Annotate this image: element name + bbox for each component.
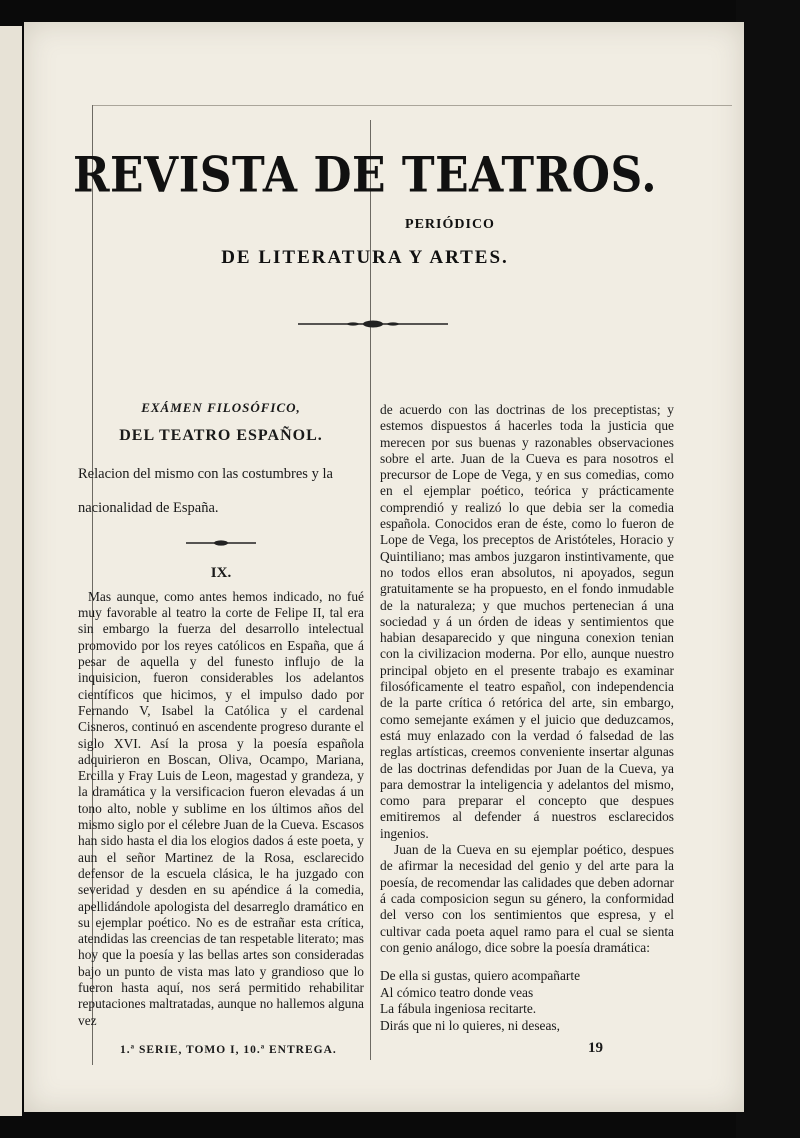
verse-line: Dirás que ni lo quieres, ni deseas, — [380, 1017, 560, 1033]
page-number: 19 — [588, 1040, 603, 1056]
masthead-periodico: PERIÓDICO — [405, 217, 495, 232]
article-subheading: Relacion del mismo con las costumbres y la nacionalidad de España. — [78, 465, 333, 516]
right-column — [380, 402, 674, 1034]
ornament-divider-icon — [298, 318, 448, 330]
series-label: EXÁMEN FILOSÓFICO, — [141, 400, 301, 415]
article-heading: DEL TEATRO ESPAÑOL. — [119, 427, 323, 445]
body-paragraph: Mas aunque, como antes hemos indicado, no fué muy favorable al teatro la corte de Felipe II, tal era sin embargo la fuerza del desarrollo intelectual promovido por los reyes católicos en España, que á pesar de aquella y del funesto influjo de la inquisicion, fueron considerables los adelantos científicos que hicimos, y el impulso dado por Fernando V, Isabel la Católica y el cardenal Cisneros, continuó en ascendente progreso durante el siglo XVI. Así la prosa y la poesía española adquirieron en Boscan, Oliva, Ocampo, Mariana, Ercilla y Fray Luis de Leon, magestad y grandeza, y la dramática y la versificacion fueron elevadas á un tono alto, noble y sublime en los últimos años del mismo siglo por el célebre Juan de la Cueva. Escasos han sido hasta el dia los elogios dados á este poeta, y aun el señor Martinez de la Rosa, esclarecido defensor de la escuela clásica, le ha juzgado con severidad y desden en su apéndice á la comedia, apellidándole apologista del desarreglo dramático en su ejemplar poético. No es de estrañar esta crítica, atendidas las creencias de tan respetable literato; mas hoy que la poesía y las bellas artes son consideradas bajo un punto de vista mas lato y grandioso que lo fueron hasta aquí, nos será permitido rehabilitar reputaciones maltratadas, aunque no hallemos alguna vez — [78, 588, 364, 1028]
facing-page-edge — [0, 26, 22, 1116]
book-binding — [736, 0, 800, 1138]
verse-line: Al cómico teatro donde veas — [380, 984, 534, 1000]
small-ornament-icon — [186, 539, 256, 547]
verse-line: La fábula ingeniosa recitarte. — [380, 1001, 537, 1017]
masthead-subtitle: DE LITERATURA Y ARTES. — [221, 247, 509, 268]
verse-block — [380, 968, 674, 1034]
left-column — [78, 400, 364, 1029]
body-paragraph: Juan de la Cueva en su ejemplar poético, despues de afirmar la necesidad del genio y del arte para la poesía, de recomendar las calidades que deben adornar á cada composicion segun su género, la conformidad del verso con los sentimientos que espresa, y el cultivar cada poeta aquel ramo para el cual se sienta con genio análogo, dice sobre la poesía dramática: — [380, 842, 674, 955]
body-paragraph: de acuerdo con las doctrinas de los preceptistas; y estemos dispuestos á hacerles toda la justicia que merecen por sus buenas y razonables observaciones sobre el arte. Juan de la Cueva es para nosotros el precursor de Lope de Vega, y en sus comedias, como en el ejemplar poético, teórica y prácticamente comprendió y realizó lo que debia ser la comedia española. Conocidos eran de éste, como lo fueron de Lope de Vega, los preceptos de Aristóteles, Horacio y Quintiliano; mas ambos juzgaron instintivamente, que no todos ellos eran absolutos, ni apoyados, segun gratuitamente se ha propuesto, en el fondo inmudable de la naturaleza; y que muchos pertenecian á una sociedad y á un órden de ideas y sentimientos que habian desaparecido y que ninguna conexion tenian con la civilizacion moderna. Por ello, aunque nuestro principal objeto en el presente trabajo es examinar filosóficamente el teatro español, con independencia de la parte crítica ó retórica del arte, sin embargo, como semejante exámen y el juicio que deduzcamos, está muy enlazado con la verdad ó falsedad de las reglas artísticas, creemos conveniente insertar algunas de las doctrinas defendidas por Juan de la Cueva, ya para demostrar la inteligencia y adelantos del mismo, como para preparar el concepto que despues emitiremos al defender á nuestros esclarecidos ingenios. — [380, 402, 674, 841]
verse-line: De ella si gustas, quiero acompañarte — [380, 968, 581, 984]
masthead — [60, 147, 670, 269]
article-header — [78, 400, 364, 581]
footer-series: 1.ª SERIE, TOMO I, 10.ª ENTREGA. — [120, 1044, 337, 1056]
masthead-title: REVISTA DE TEATROS. — [72, 147, 658, 204]
top-rule — [92, 105, 732, 106]
section-number: IX. — [210, 564, 232, 581]
